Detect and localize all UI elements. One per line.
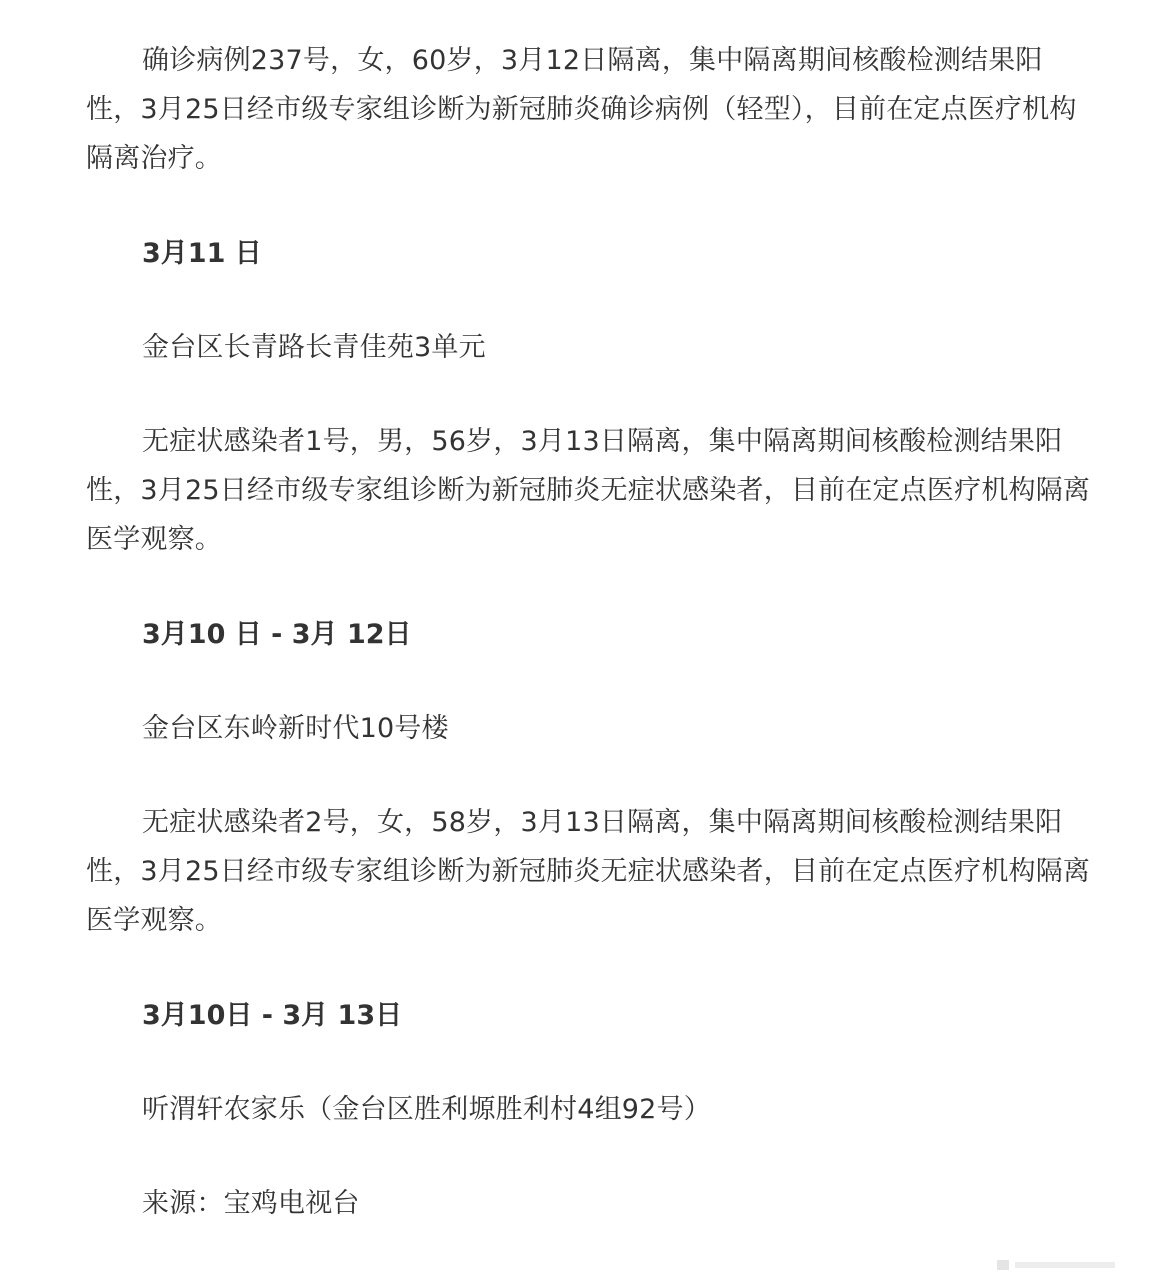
date-heading-1: 3月11 日 — [142, 238, 262, 269]
location-1: 金台区长青路长青佳苑3单元 — [142, 332, 486, 363]
asymptomatic-2-paragraph: 无症状感染者2号，女，58岁，3月13日隔离，集中隔离期间核酸检测结果阳性，3月25日经市级专家组诊断为新冠肺炎无症状感染者，目前在定点医疗机构隔离医学观察。 — [86, 807, 1091, 936]
date-heading-2: 3月10 日 - 3月 12日 — [142, 619, 412, 650]
source-line: 来源：宝鸡电视台 — [142, 1188, 360, 1219]
location-2: 金台区东岭新时代10号楼 — [142, 713, 449, 744]
asymptomatic-1-paragraph: 无症状感染者1号，男，56岁，3月13日隔离，集中隔离期间核酸检测结果阳性，3月25日经市级专家组诊断为新冠肺炎无症状感染者，目前在定点医疗机构隔离医学观察。 — [86, 426, 1091, 555]
location-3: 听渭轩农家乐（金台区胜利塬胜利村4组92号） — [142, 1094, 711, 1125]
watermark-graphic — [997, 1256, 1127, 1274]
date-heading-3: 3月10日 - 3月 13日 — [142, 1000, 403, 1031]
article-body — [86, 36, 1096, 1228]
case-237-paragraph: 确诊病例237号，女，60岁，3月12日隔离，集中隔离期间核酸检测结果阳性，3月25日经市级专家组诊断为新冠肺炎确诊病例（轻型），目前在定点医疗机构隔离治疗。 — [86, 45, 1077, 174]
